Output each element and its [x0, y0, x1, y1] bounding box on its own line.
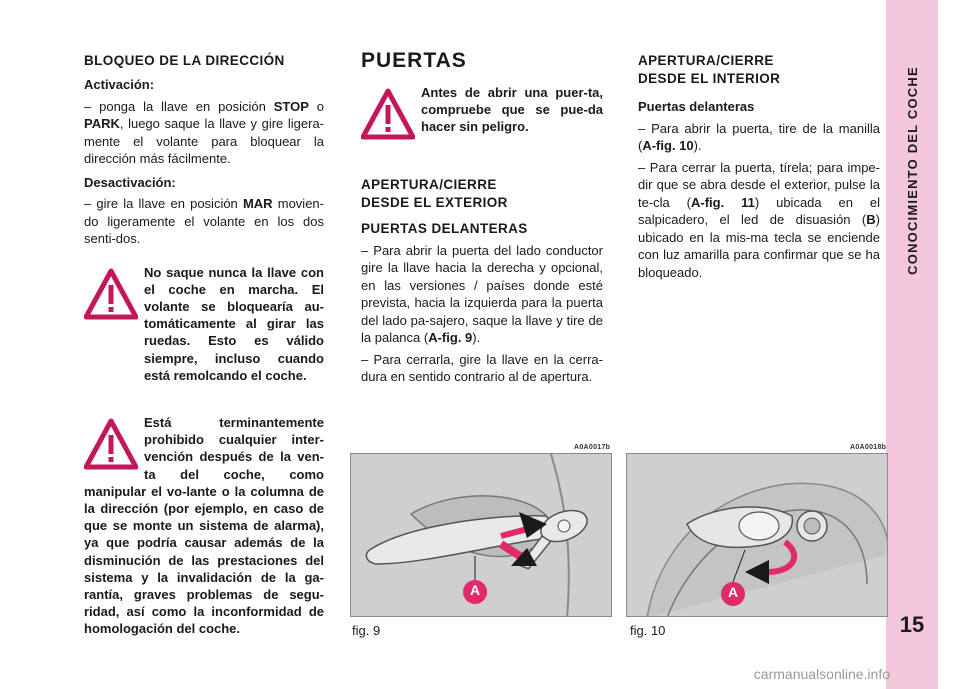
column-2 — [361, 49, 603, 386]
interior-handle-illustration — [627, 454, 888, 617]
steering-lock-heading: BLOQUEO DE LA DIRECCIÓN — [84, 53, 285, 68]
section-title: CONOCIMIENTO DEL COCHE — [904, 65, 920, 275]
warning-box-1: No saque nunca la llave con el coche en marcha. El volante se bloquearía au-tomáticamente al girar las ruedas. Esto es válido siempre, incluso cuando está remolcando el coche. — [84, 264, 324, 384]
activation-paragraph: – ponga la llave en posición STOP o PARK, luego saque la llave y gire ligera-mente el volante para bloquear la dirección más fácilmente. — [84, 98, 325, 166]
warning-box-doors: Antes de abrir una puer-ta, compruebe que se pue-da hacer sin peligro. — [361, 84, 603, 136]
exterior-open-paragraph: – Para abrir la puerta del lado conductor gire la llave hacia la derecha y opcional, en las versiones / países donde esté prevista, hacia la izquierda para la puerta del lado pa-sajero, saque la llave y tire de la palanca (A-fig. 9). — [361, 242, 603, 345]
deactivation-paragraph: – gire la llave en posición MAR movien-do ligeramente el volante en los dos senti-dos. — [84, 196, 324, 246]
activation-label: Activación: — [84, 77, 155, 92]
watermark-text[interactable]: carmanualsonline.info — [753, 666, 890, 682]
fig9-image — [350, 453, 612, 617]
deactivation-label: Desactivación: — [84, 174, 176, 190]
fig9-code: A0A0017b — [574, 444, 611, 451]
front-doors-subheading: PUERTAS DELANTERAS — [361, 220, 528, 236]
warning-triangle-icon — [84, 268, 138, 320]
column-1 — [84, 52, 324, 638]
sidebar-band — [886, 0, 938, 689]
exterior-close-paragraph: – Para cerrarla, gire la llave en la cerra-dura en sentido contrario al de apertura. — [361, 351, 603, 384]
warning-box-2: Está terminantemente prohibido cualquier inter-vención después de la ven-ta del coche, como manipular el vo-lante o la columna de la dirección (por ejemplo, en caso de que se monte un sistema de alarma), ya que podría causar además de la disminución de las prestaciones del sistema y la invalidación de la ga-rantía, graves problemas de segu-ridad, así como la inconformidad de homologación del coche. — [84, 414, 324, 637]
column-3 — [638, 52, 880, 281]
marker-a-label: A — [727, 584, 739, 600]
fig9-caption: fig. 9 — [352, 623, 381, 638]
interior-heading: APERTURA/CIERRE DESDE EL INTERIOR — [638, 53, 781, 86]
warning-triangle-icon — [361, 88, 415, 140]
fig10-code: A0A0018b — [850, 444, 887, 451]
doors-title: PUERTAS — [361, 49, 467, 72]
front-doors-label: Puertas delanteras — [638, 99, 755, 114]
exterior-heading: APERTURA/CIERRE DESDE EL EXTERIOR — [361, 176, 508, 210]
marker-a-label: A — [469, 582, 481, 598]
fig10-caption: fig. 10 — [630, 623, 666, 638]
interior-close-paragraph: – Para cerrar la puerta, tírela; para impe-dir que se abra desde el exterior, pulse la te-cla (A-fig. 11) ubicada en el salpicadero, el led de disuasión (B) ubicado en la mis-ma tecla se enciende con luz amarilla para confirmar que se ha bloqueado. — [638, 159, 880, 280]
warning-triangle-icon — [84, 418, 138, 470]
interior-open-paragraph: – Para abrir la puerta, tire de la manilla (A-fig. 10). — [638, 120, 880, 153]
page-number: 15 — [899, 612, 925, 637]
fig10-image — [626, 453, 888, 617]
